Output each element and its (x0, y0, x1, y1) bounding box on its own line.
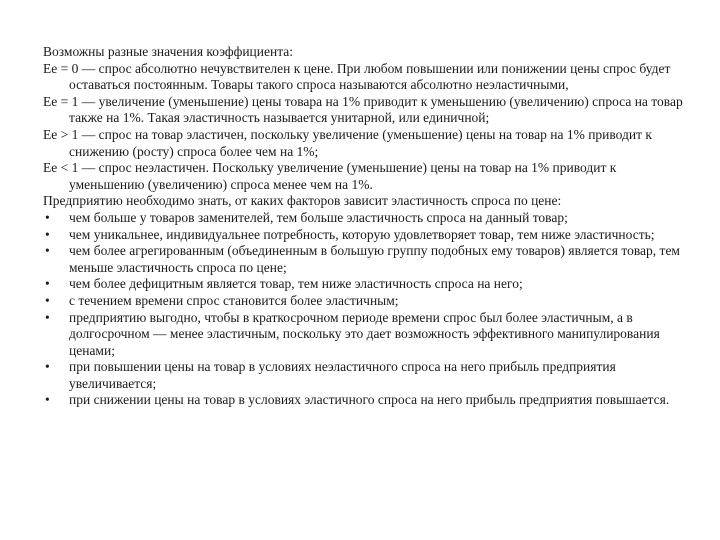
factor-text: при снижении цены на товар в условиях эластичного спроса на него прибыль предприятия повышается. (69, 392, 670, 408)
bullet-icon: • (45, 209, 50, 225)
case-ee-one: Ее = 1 — увеличение (уменьшение) цены товара на 1% приводит к уменьшению (увеличению) спроса на товар также на 1%. Такая эластичность называется унитарной, или единичной; (43, 93, 683, 126)
factor-item (43, 243, 683, 276)
factors-heading: Предприятию необходимо знать, от каких факторов зависит эластичность спроса по цене: (43, 193, 562, 209)
factor-text: предприятию выгодно, чтобы в краткосрочном периоде времени спрос был более эластичным, а в долгосрочном — менее эластичным, поскольку это дает возможность эффективного манипулирования ценами; (69, 309, 660, 358)
factor-text: чем уникальнее, индивидуальнее потребность, которую удовлетворяет товар, тем ниже эластичность; (69, 226, 655, 242)
bullet-icon: • (45, 392, 50, 408)
bullet-icon: • (45, 309, 50, 325)
factor-item (43, 310, 683, 360)
intro-line: Возможны разные значения коэффициента: (43, 44, 294, 59)
bullet-icon: • (45, 243, 50, 259)
bullet-icon: • (45, 359, 50, 375)
factor-text: чем больше у товаров заменителей, тем больше эластичность спроса на данный товар; (69, 209, 568, 225)
bullet-icon: • (45, 276, 50, 292)
bullet-icon: • (45, 292, 50, 308)
factor-text: при повышении цены на товар в условиях неэластичного спроса на него прибыль предприятия увеличивается; (69, 359, 616, 391)
factor-text: чем более агрегированным (объединенным в большую группу подобных ему товаров) является товар, тем меньше эластичность спроса по цене; (69, 243, 680, 275)
case-ee-less-one: Ее < 1 — спрос неэластичен. Поскольку увеличение (уменьшение) цены на товар на 1% приводит к уменьшению (увеличению) спроса менее чем на 1%. (43, 160, 617, 192)
factor-item (43, 359, 683, 392)
factor-text: с течением времени спрос становится более эластичным; (69, 292, 399, 308)
factor-item (43, 276, 683, 293)
slide-text-body (43, 44, 683, 409)
factor-item (43, 210, 683, 227)
factor-item (43, 392, 683, 409)
factors-list (43, 210, 683, 409)
factor-item (43, 293, 683, 310)
factor-item (43, 227, 683, 244)
case-ee-greater-one: Ее > 1 — спрос на товар эластичен, поскольку увеличение (уменьшение) цены на товар на 1% приводит к снижению (росту) спроса более чем на 1%; (43, 126, 652, 159)
factor-text: чем более дефицитным является товар, тем ниже эластичность спроса на него; (69, 276, 523, 292)
case-ee-zero: Ее = 0 — спрос абсолютно нечувствителен к цене. При любом повышении или понижении цены спрос будет оставаться постоянным. Товары такого спроса называются абсолютно неэластичными, (43, 60, 671, 93)
bullet-icon: • (45, 226, 50, 242)
